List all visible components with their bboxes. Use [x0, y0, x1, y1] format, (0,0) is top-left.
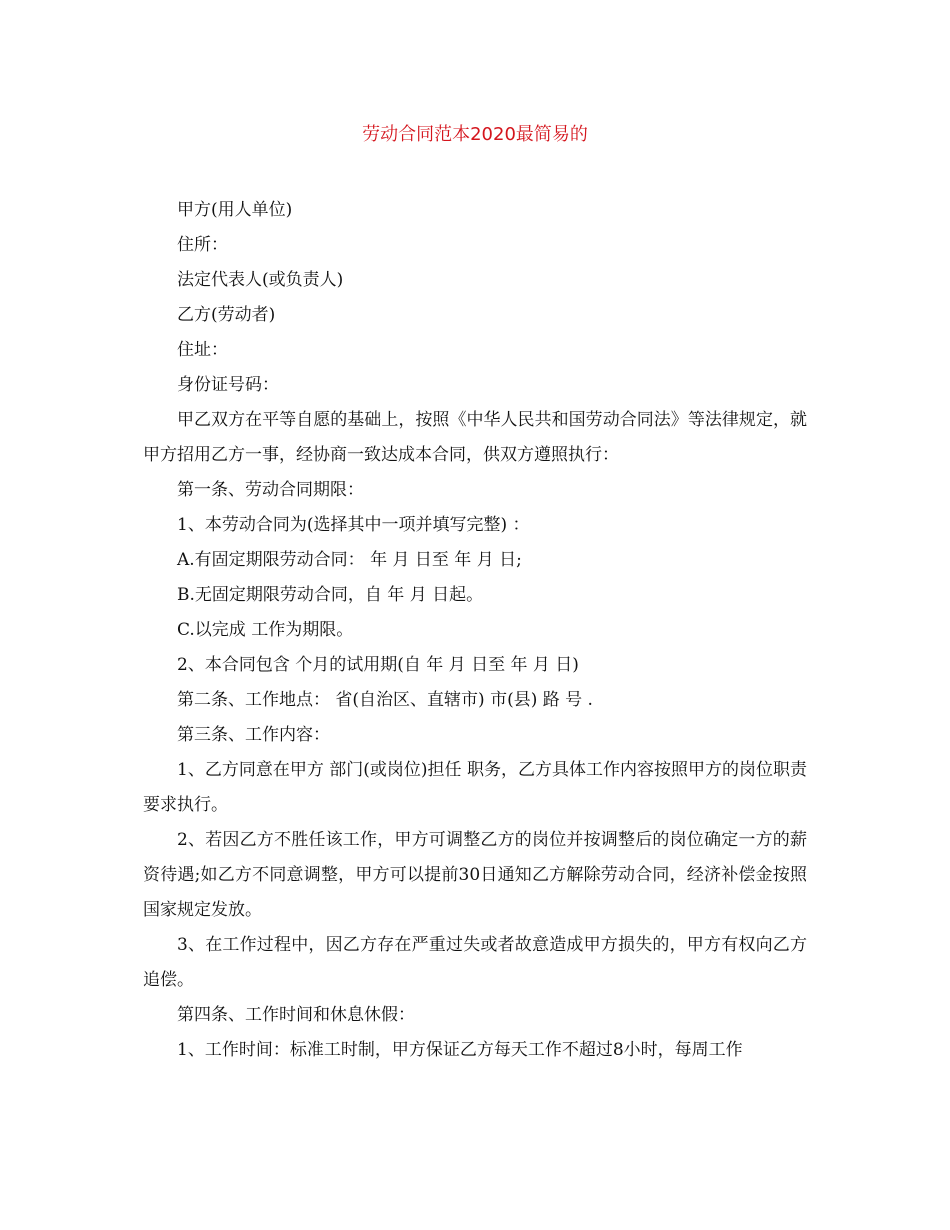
- paragraph-party-b-address: 住址：: [177, 340, 228, 360]
- paragraph-article-2: 第二条、工作地点： 省(自治区、直辖市) 市(县) 路 号 .: [177, 690, 593, 710]
- paragraph-party-b: 乙方(劳动者): [177, 305, 276, 325]
- paragraph-article-3-item-3: 3、在工作过程中，因乙方存在严重过失或者故意造成甲方损失的，甲方有权向乙方追偿。: [143, 935, 807, 990]
- paragraph-legal-representative: 法定代表人(或负责人): [177, 270, 344, 290]
- paragraph-article-3-item-2: 2、若因乙方不胜任该工作，甲方可调整乙方的岗位并按调整后的岗位确定一方的薪资待遇;如乙方不同意调整，甲方可以提前30日通知乙方解除劳动合同，经济补偿金按照国家规定发放。: [143, 830, 807, 920]
- paragraph-id-number: 身份证号码：: [177, 375, 279, 395]
- paragraph-article-4-heading: 第四条、工作时间和休息休假：: [177, 1005, 415, 1025]
- paragraph-preamble: 甲乙双方在平等自愿的基础上，按照《中华人民共和国劳动合同法》等法律规定，就甲方招用乙方一事，经协商一致达成本合同，供双方遵照执行：: [143, 410, 807, 465]
- document-title: 劳动合同范本2020最简易的: [362, 124, 588, 145]
- paragraph-article-1-option-a: A.有固定期限劳动合同： 年 月 日至 年 月 日;: [177, 550, 522, 570]
- paragraph-article-3-heading: 第三条、工作内容：: [177, 725, 330, 745]
- paragraph-party-a-address: 住所：: [177, 235, 228, 255]
- document-body: [143, 193, 807, 1068]
- paragraph-article-4-item-1: 1、工作时间：标准工时制，甲方保证乙方每天工作不超过8小时，每周工作: [177, 1040, 743, 1060]
- paragraph-article-3-item-1: 1、乙方同意在甲方 部门(或岗位)担任 职务，乙方具体工作内容按照甲方的岗位职责要求执行。: [143, 760, 807, 815]
- paragraph-party-a: 甲方(用人单位): [177, 200, 293, 220]
- paragraph-article-1-option-b: B.无固定期限劳动合同，自 年 月 日起。: [177, 585, 484, 605]
- paragraph-article-1-heading: 第一条、劳动合同期限：: [177, 480, 364, 500]
- paragraph-article-1-item-2: 2、本合同包含 个月的试用期(自 年 月 日至 年 月 日): [177, 655, 579, 675]
- paragraph-article-1-item-1: 1、本劳动合同为(选择其中一项并填写完整) ：: [177, 515, 530, 535]
- paragraph-article-1-option-c: C.以完成 工作为期限。: [177, 620, 354, 640]
